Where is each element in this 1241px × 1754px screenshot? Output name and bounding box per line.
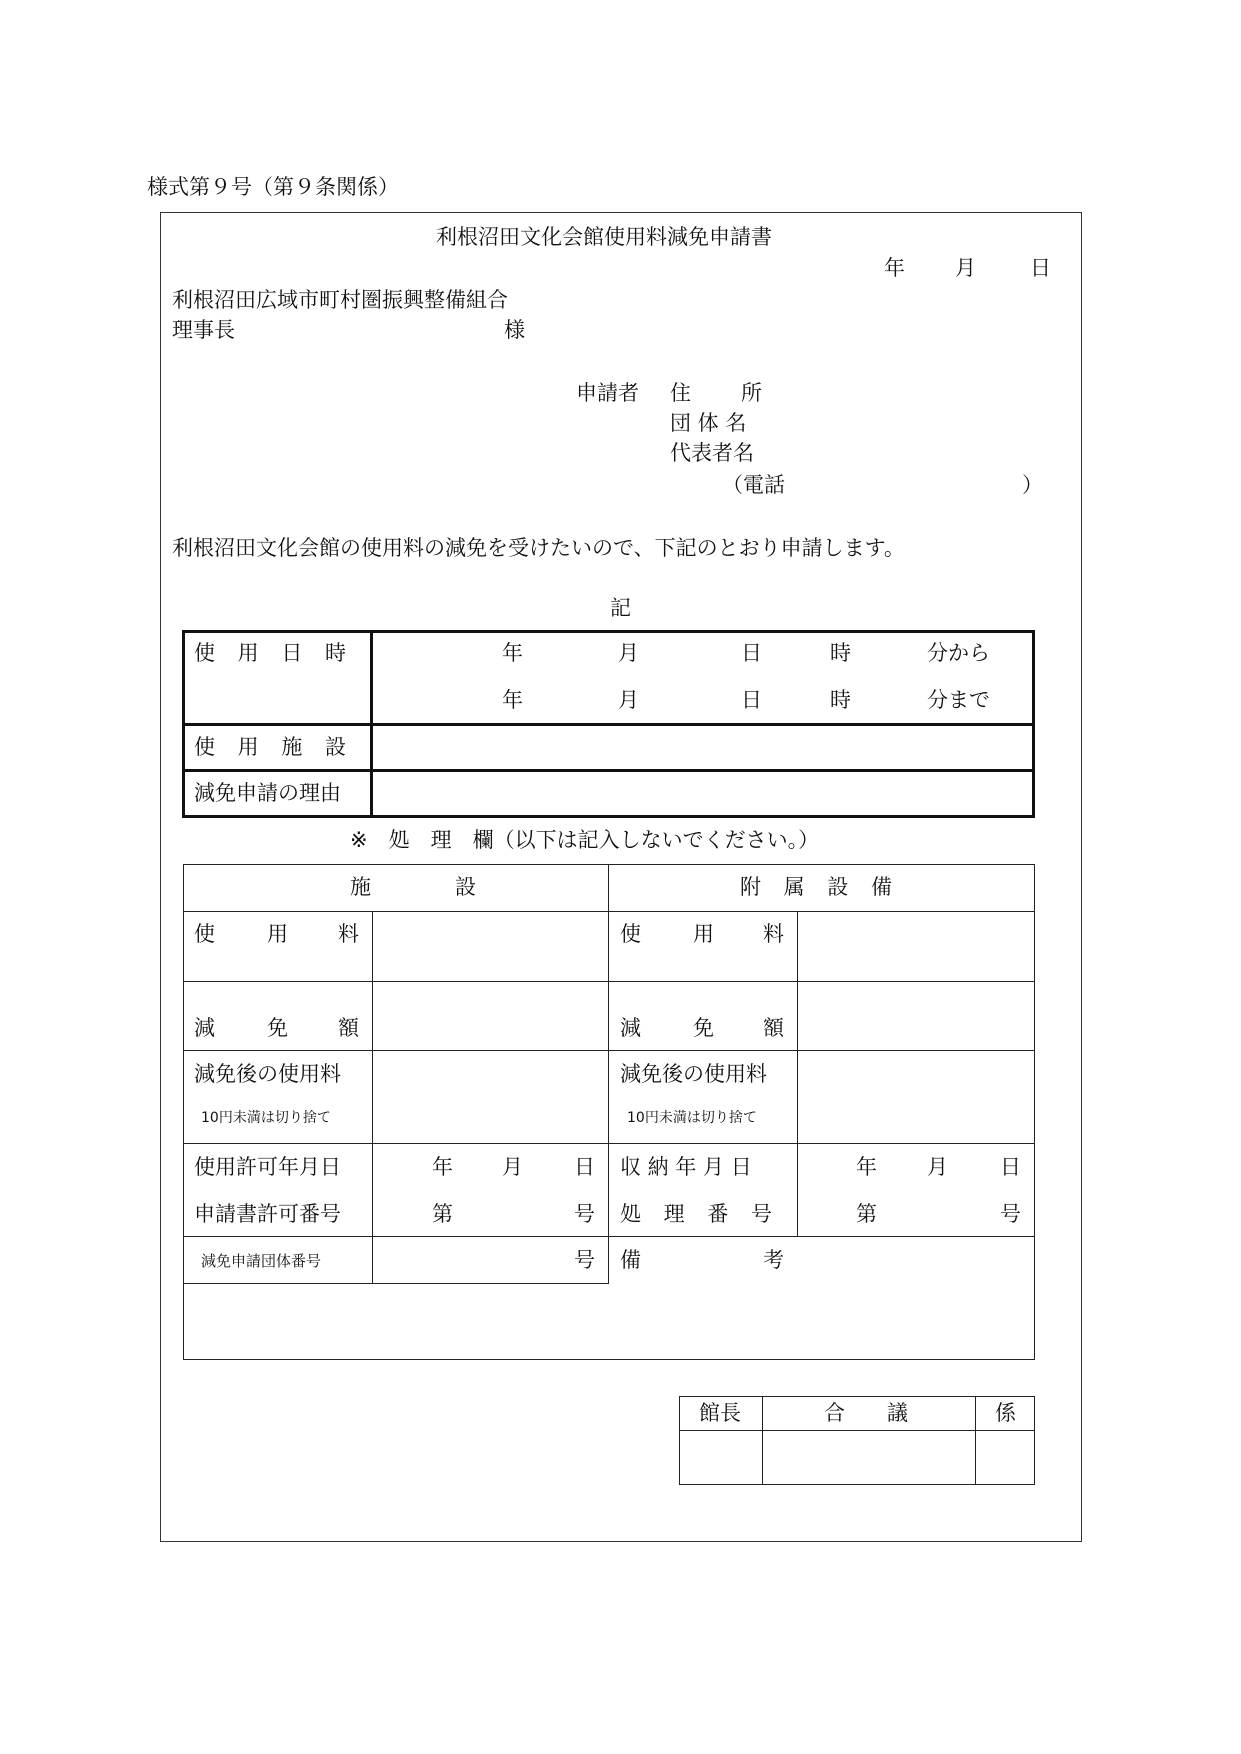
- round-note: 10円未満は切り捨て: [201, 1110, 331, 1126]
- receipt-date-label: 収 納 年 月 日: [620, 1155, 752, 1179]
- remarks-a: 備: [620, 1248, 641, 1272]
- proc-line: [183, 1143, 1035, 1144]
- date-year: 年: [884, 256, 905, 280]
- to-day: 日: [741, 688, 762, 712]
- permit-dai: 第: [432, 1202, 453, 1226]
- permit-no-label: 申請書許可番号: [194, 1202, 341, 1226]
- from-hour: 時: [830, 641, 851, 665]
- remarks-b: 考: [763, 1248, 784, 1272]
- eq-fee-c: 料: [763, 922, 784, 946]
- group-name-label: 団 体 名: [670, 411, 747, 435]
- process-dai: 第: [856, 1202, 877, 1226]
- facility-header: 施 設: [350, 875, 476, 899]
- proc-line: [183, 1283, 609, 1284]
- eq-reduction-b: 免: [693, 1016, 714, 1040]
- address-label-a: 住: [670, 381, 691, 405]
- eq-round-note: 10円未満は切り捨て: [627, 1110, 757, 1126]
- from-month: 月: [618, 641, 639, 665]
- usage-divider: [370, 630, 373, 818]
- permit-day: 日: [574, 1155, 595, 1179]
- to-hour: 時: [830, 688, 851, 712]
- applicant-label: 申請者: [576, 381, 639, 405]
- receipt-year: 年: [856, 1155, 877, 1179]
- fee-c: 料: [338, 922, 359, 946]
- address-label-b: 所: [741, 381, 762, 405]
- phone-open: （電話: [722, 473, 785, 497]
- to-suffix: 分まで: [927, 688, 990, 712]
- reason-label: 減免申請の理由: [194, 781, 341, 805]
- processing-note: ※ 処 理 欄（以下は記入しないでください。）: [350, 828, 820, 852]
- group-no-go: 号: [574, 1248, 595, 1272]
- after-fee-label: 減免後の使用料: [194, 1062, 341, 1086]
- equipment-header: 附 属 設 備: [740, 875, 901, 899]
- permit-go: 号: [574, 1202, 595, 1226]
- proc-vline: [372, 911, 373, 1283]
- group-no-label: 減免申請団体番号: [201, 1252, 322, 1270]
- process-no-label: 処 理 番 号: [620, 1202, 781, 1226]
- date-month: 月: [955, 256, 976, 280]
- permit-month: 月: [502, 1155, 523, 1179]
- to-month: 月: [618, 688, 639, 712]
- proc-line: [183, 1050, 1035, 1051]
- eq-reduction-a: 減: [620, 1016, 641, 1040]
- proc-vline: [797, 911, 798, 1236]
- eq-reduction-c: 額: [763, 1016, 784, 1040]
- addressee-org: 利根沼田広域市町村圏振興整備組合: [172, 288, 508, 312]
- permit-year: 年: [432, 1155, 453, 1179]
- phone-close: ）: [1022, 473, 1043, 497]
- proc-line: [183, 981, 1035, 982]
- proc-line: [183, 1236, 1035, 1237]
- form-number: 様式第９号（第９条関係）: [147, 175, 399, 199]
- representative-label: 代表者名: [670, 441, 754, 465]
- to-year: 年: [502, 688, 523, 712]
- approval-vline: [975, 1396, 976, 1485]
- reduction-b: 免: [267, 1016, 288, 1040]
- approval-staff: 係: [995, 1401, 1016, 1425]
- datetime-label: 使 用 日 時: [194, 641, 355, 665]
- from-day: 日: [741, 641, 762, 665]
- receipt-month: 月: [927, 1155, 948, 1179]
- statement-text: 利根沼田文化会館の使用料の減免を受けたいので、下記のとおり申請します。: [172, 536, 905, 560]
- fee-b: 用: [267, 922, 288, 946]
- form-title: 利根沼田文化会館使用料減免申請書: [436, 225, 772, 249]
- approval-council: 合 議: [824, 1401, 908, 1425]
- approval-vline: [762, 1396, 763, 1485]
- addressee-role: 理事長: [172, 318, 235, 342]
- proc-line: [183, 911, 1035, 912]
- facility-label: 使 用 施 設: [194, 735, 355, 759]
- approval-line: [679, 1430, 1035, 1431]
- from-year: 年: [502, 641, 523, 665]
- permit-date-label: 使用許可年月日: [194, 1155, 341, 1179]
- fee-a: 使: [194, 922, 215, 946]
- eq-after-fee-label: 減免後の使用料: [620, 1062, 767, 1086]
- process-go: 号: [1000, 1202, 1021, 1226]
- ki-label: 記: [610, 596, 631, 620]
- approval-director: 館長: [699, 1401, 741, 1425]
- eq-fee-b: 用: [693, 922, 714, 946]
- reduction-c: 額: [338, 1016, 359, 1040]
- from-suffix: 分から: [927, 641, 990, 665]
- addressee-honorific: 様: [504, 318, 525, 342]
- receipt-day: 日: [1000, 1155, 1021, 1179]
- reduction-a: 減: [194, 1016, 215, 1040]
- date-day: 日: [1030, 256, 1051, 280]
- proc-vline: [608, 864, 609, 1283]
- eq-fee-a: 使: [620, 922, 641, 946]
